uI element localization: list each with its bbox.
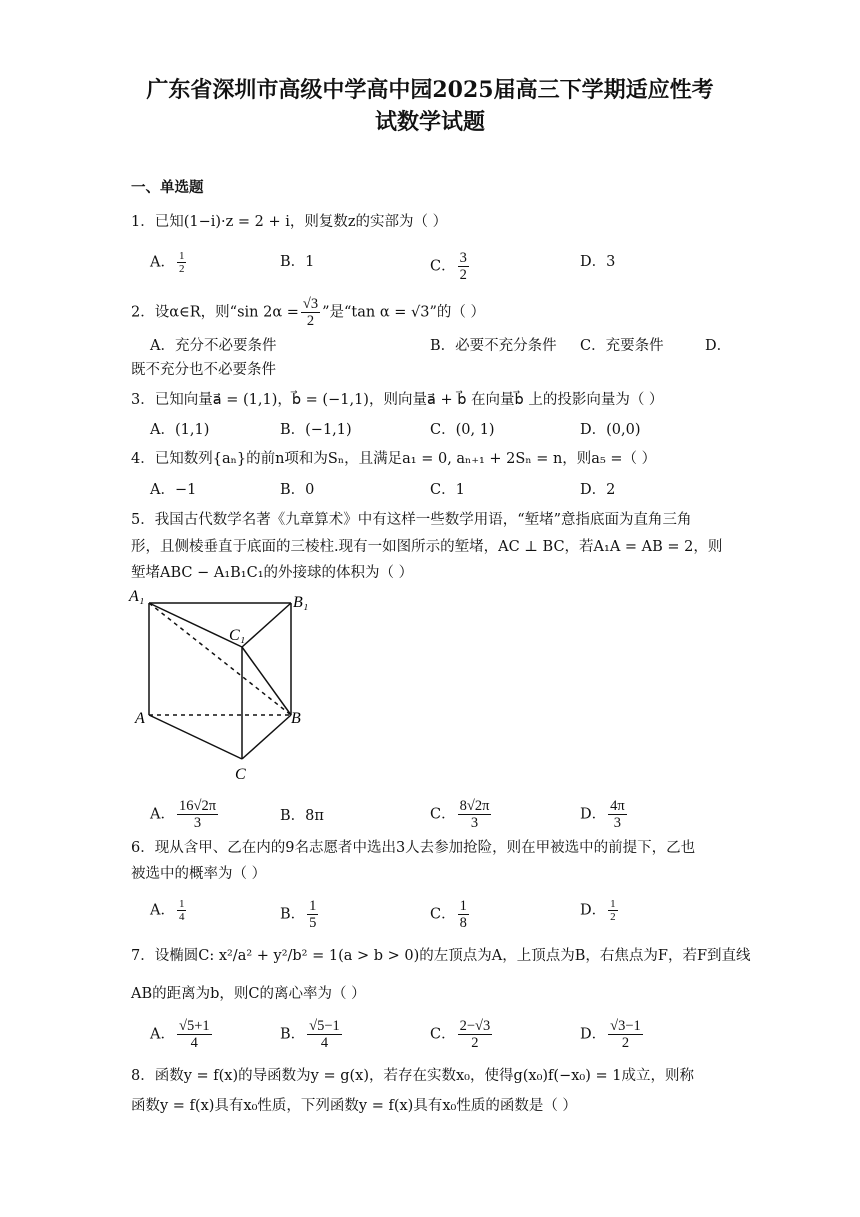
q2-option-c: C．充要条件 [580,338,664,354]
paper-title [0,74,860,138]
q8-line-2: 函数y = f(x)具有x₀性质，下列函数y = f(x)具有x₀性质的函数是（ ） [131,1098,577,1114]
q3-option-a: A．(1,1) [150,422,210,438]
q7-option-c: C． $\frac{2-√3}{2}$ [430,1018,491,1051]
q4-option-c: C．1 [430,482,465,498]
q7-option-d: D． $\frac{√3-1}{2}$ [580,1018,641,1051]
q5-line-3: 堑堵ABC − A₁B₁C₁的外接球的体积为（ ） [131,565,414,581]
q1-option-a: A． $\frac{1}{2}$ [150,250,185,275]
q7-line-1: 7．设椭圆C: x²/a² + y²/b² = 1(a > b > 0)的左顶点为A，上顶点为B，右焦点为F，若F到直线 [131,948,751,964]
label-c: C [235,766,246,783]
q3-option-b: B．(−1,1) [280,422,352,438]
q6-option-c: C． $\frac{1}{8}$ [430,898,467,931]
q8-line-1: 8．函数y = f(x)的导函数为y = g(x)，若存在实数x₀，使得g(x₀)f(−x₀) = 1成立，则称 [131,1068,694,1084]
title-line-2: 试数学试题 [374,109,485,135]
q2-stem: 2．设α∈R，则“sin 2α = $\frac{√3}{2}$ ”是“tan α = √3”的（ ） [131,296,486,329]
label-b1: B₁ [293,594,309,611]
prism-figure [125,585,325,785]
q1-stem: 1．已知(1−i)·z = 2 + i，则复数z的实部为（ ） [131,214,448,230]
q3-option-c: C．(0, 1) [430,422,495,438]
label-c1: C₁ [229,627,246,644]
q4-option-b: B．0 [280,482,315,498]
q2-option-d: D． [705,338,732,354]
q1-option-c: C． $\frac{3}{2}$ [430,250,467,283]
q1-option-d: D．3 [580,254,616,270]
q5-line-2: 形，且侧棱垂直于底面的三棱柱.现有一如图所示的堑堵，AC ⊥ BC，若A₁A = AB = 2，则 [131,539,723,555]
q1-option-b: B．1 [280,254,315,270]
q6-option-b: B． $\frac{1}{5}$ [280,898,317,931]
q7-line-2: AB的距离为b，则C的离心率为（ ） [131,986,366,1002]
q3-stem: 3．已知向量a⃗ = (1,1)，b⃗ = (−1,1)，则向量a⃗ + b⃗ 在向量b⃗ 上的投影向量为（ ） [131,392,664,408]
q2-option-a: A．充分不必要条件 [150,338,277,354]
title-line-1: 广东省深圳市高级中学高中园2025届高三下学期适应性考 [146,77,714,103]
q6-option-d: D． $\frac{1}{2}$ [580,898,616,923]
q4-option-a: A．−1 [150,482,197,498]
q5-option-b: B．8π [280,808,324,824]
q5-line-1: 5．我国古代数学名著《九章算术》中有这样一些数学用语，“堑堵”意指底面为直角三角 [131,512,692,528]
q7-option-b: B． $\frac{√5-1}{4}$ [280,1018,340,1051]
section-heading: 一、单选题 [131,179,204,196]
q2-option-b: B．必要不充分条件 [430,338,557,354]
q5-option-d: D． $\frac{4\pi}{3}$ [580,798,625,831]
label-a1: A₁ [129,588,145,605]
q6-line-2: 被选中的概率为（ ） [131,866,267,882]
q4-option-d: D．2 [580,482,616,498]
label-a: A [135,710,145,727]
q6-line-1: 6．现从含甲、乙在内的9名志愿者中选出3人去参加抢险，则在甲被选中的前提下，乙也 [131,840,696,856]
q5-option-a: A． $\frac{16√2\pi}{3}$ [150,798,217,831]
q3-option-d: D．(0,0) [580,422,641,438]
q7-option-a: A． $\frac{√5+1}{4}$ [150,1018,210,1051]
q2-option-d-text: 既不充分也不必要条件 [131,362,276,378]
label-b: B [291,710,301,727]
q5-option-c: C． $\frac{8√2\pi}{3}$ [430,798,490,831]
q4-stem: 4．已知数列{aₙ}的前n项和为Sₙ，且满足a₁ = 0, aₙ₊₁ + 2Sₙ = n，则a₅ =（ ） [131,451,657,467]
q6-option-a: A． $\frac{1}{4}$ [150,898,185,923]
